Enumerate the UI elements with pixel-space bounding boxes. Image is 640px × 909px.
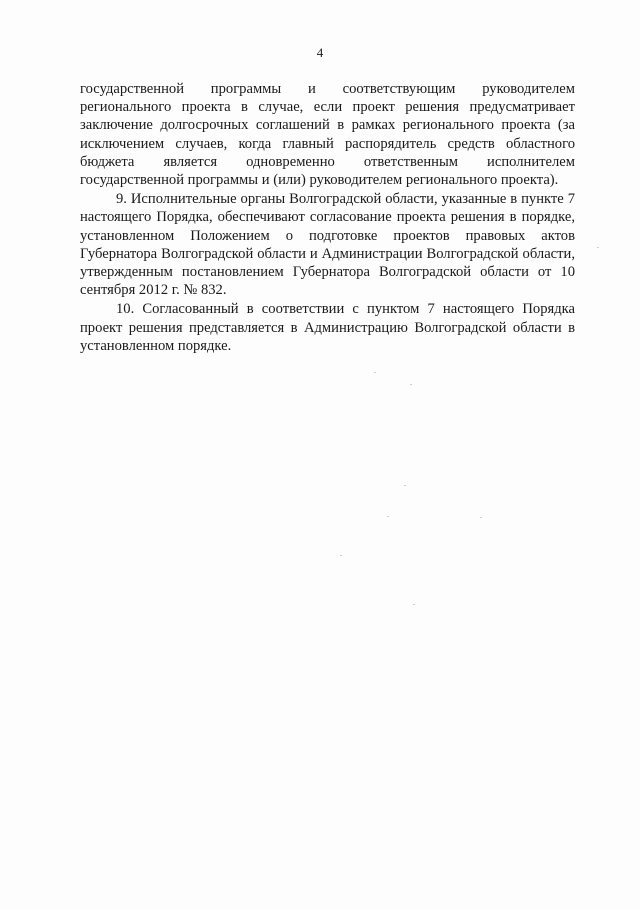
- scan-speck: [413, 604, 415, 605]
- document-body: [80, 80, 575, 355]
- paragraph-continuation: государственной программы и соответствующим руководителем регионального проекта в случае, если проект решения предусматривает заключение долгосрочных соглашений в рамках регионального проекта (за исключением случаев, когда главный распорядитель средств областного бюджета является одновременно ответственным исполнителем государственной программы и (или) руководителем регионального проекта).: [80, 81, 575, 189]
- scan-speck: [387, 516, 389, 517]
- page-number: 4: [316, 45, 324, 60]
- paragraph-item-10: 10. Согласованный в соответствии с пунктом 7 настоящего Порядка проект решения представляется в Администрацию Волгоградской области в установленном порядке.: [80, 301, 575, 354]
- scan-speck: [404, 485, 406, 486]
- scan-speck: [410, 384, 412, 385]
- scan-speck: [374, 372, 376, 373]
- scan-speck: [597, 247, 599, 248]
- scan-speck: [340, 555, 342, 556]
- paragraph-item-9: 9. Исполнительные органы Волгоградской области, указанные в пункте 7 настоящего Порядка, обеспечивают согласование проекта решения в порядке, установленном Положением о подготовке проектов правовых актов Губернатора Волгоградской области и Администрации Волгоградской области, утвержденным постановлением Губернатора Волгоградской области от 10 сентября 2012 г. № 832.: [80, 191, 575, 299]
- scan-speck: [480, 517, 482, 518]
